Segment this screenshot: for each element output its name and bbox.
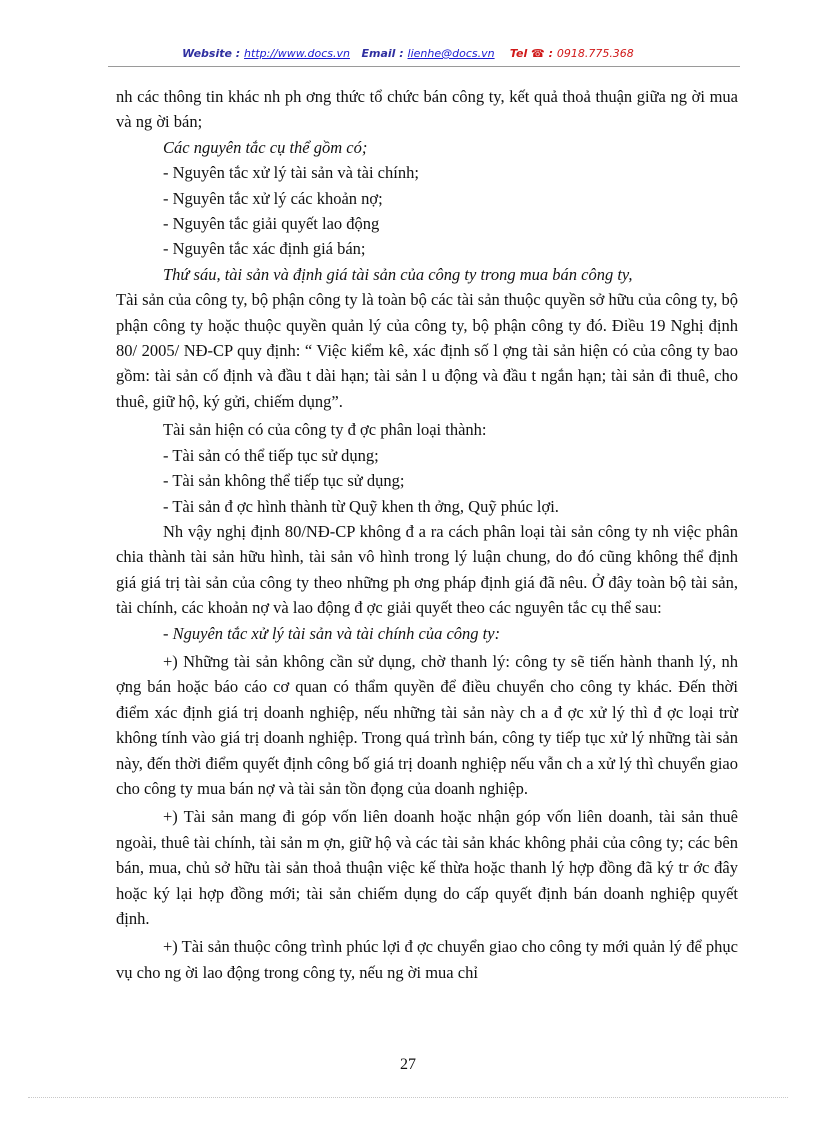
paragraph: +) Tài sản thuộc công trình phúc lợi đ ợc chuyển giao cho công ty mới quản lý để phục vụ cho ng ời lao động trong công ty, nếu ng ời mua chỉ [116, 937, 738, 982]
website-label: Website : [182, 47, 241, 60]
paragraph: Nh vậy nghị định 80/NĐ-CP không đ a ra cách phân loại tài sản công ty nh việc phân chia thành tài sản hữu hình, tài sản vô hình trong lý luận chung, do đó cũng không thể định giá giá trị tài sản của công ty theo những ph ơng pháp định giá đã nêu. Ở đây toàn bộ tài sản, tài chính, các khoản nợ và lao động đ ợc giải quyết theo các nguyên tắc cụ thể sau: [116, 521, 738, 618]
section-heading: Thứ sáu, tài sản và định giá tài sản của công ty trong mua bán công ty, [163, 264, 633, 284]
paragraph: Tài sản của công ty, bộ phận công ty là toàn bộ các tài sản thuộc quyền sở hữu của công ty, bộ phận công ty hoặc thuộc quyền quản lý của công ty, bộ phận công ty đó. Điều 19 Nghị định 80/ 2005/ NĐ-CP quy định: “ Việc kiểm kê, xác định số l ợng tài sản hiện có của công ty bao gồm: tài sản cố định và đầu t dài hạn; tài sản l u động và đầu t ngắn hạn; tài sản đi thuê, cho thuê, giữ hộ, ký gửi, chiếm dụng”. [116, 290, 738, 411]
tel-value: 0918.775.368 [556, 47, 634, 60]
list-item: - Tài sản đ ợc hình thành từ Quỹ khen th ởng, Quỹ phúc lợi. [163, 496, 559, 516]
email-link[interactable]: lienhe@docs.vn [407, 47, 495, 60]
tel-label: Tel ☎ : [509, 47, 553, 60]
email-label: Email : [361, 47, 404, 60]
header-divider [108, 66, 740, 67]
list-item: - Nguyên tắc giải quyết lao động [163, 214, 380, 234]
footer-divider [28, 1097, 788, 1098]
list-item: - Nguyên tắc xác định giá bán; [163, 239, 366, 259]
paragraph: nh các thông tin khác nh ph ơng thức tổ chức bán công ty, kết quả thoả thuận giữa ng ời mua và ng ời bán; [116, 87, 738, 132]
list-item: - Tài sản có thể tiếp tục sử dụng; [163, 445, 379, 465]
paragraph: Các nguyên tắc cụ thể gồm có; [163, 137, 368, 157]
list-item: - Nguyên tắc xử lý các khoản nợ; [163, 188, 383, 208]
list-item: - Nguyên tắc xử lý tài sản và tài chính; [163, 163, 419, 183]
document-body [116, 84, 738, 985]
paragraph: Tài sản hiện có của công ty đ ợc phân loại thành: [163, 420, 487, 440]
page-number: 27 [400, 1056, 416, 1073]
list-item: - Tài sản không thể tiếp tục sử dụng; [163, 471, 405, 491]
paragraph: +) Những tài sản không cần sử dụng, chờ thanh lý: công ty sẽ tiến hành thanh lý, nh ợng bán hoặc báo cáo cơ quan có thẩm quyền để điều chuyển cho công ty khác. Đến thời điểm xác định giá trị doanh nghiệp, nếu những tài sản này ch a đ ợc xử lý thì đ ợc loại trừ không tính vào giá trị doanh nghiệp. Trong quá trình bán, công ty tiếp tục xử lý những tài sản này, đến thời điểm quyết định công bố giá trị doanh nghiệp nếu vẫn ch a xử lý thì chuyển giao cho công ty mua bán nợ và tài sản tồn đọng của doanh nghiệp. [116, 651, 738, 798]
subsection-heading: - Nguyên tắc xử lý tài sản và tài chính của công ty: [163, 623, 501, 643]
page-header [0, 47, 816, 60]
paragraph: +) Tài sản mang đi góp vốn liên doanh hoặc nhận góp vốn liên doanh, tài sản thuê ngoài, thuê tài chính, tài sản m ợn, giữ hộ và các tài sản khác không phải của công ty; các bên bán, mua, chủ sở hữu tài sản thoả thuận việc kế thừa hoặc thanh lý hợp đồng đã ký tr ớc đây hoặc ký lại hợp đồng mới; tài sản chiếm dụng do cấp quyết định bán doanh nghiệp quyết định. [116, 807, 738, 928]
website-link[interactable]: http://www.docs.vn [244, 47, 350, 60]
